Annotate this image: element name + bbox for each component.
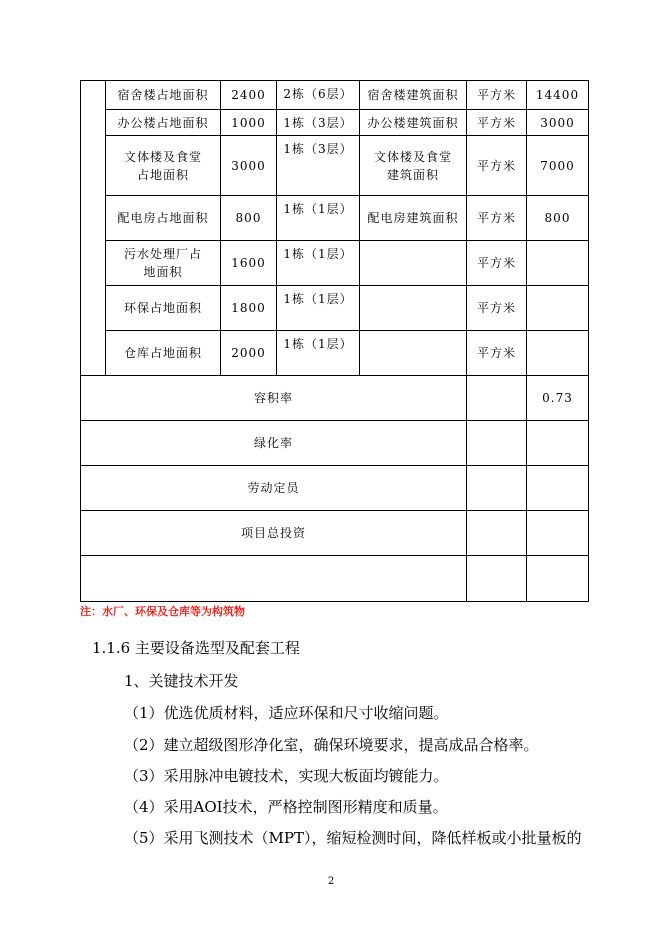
summary-label: 劳动定员 <box>81 466 467 511</box>
summary-unit <box>467 376 527 421</box>
row-area-cell: 3000 <box>221 136 277 196</box>
row-unit-cell: 平方米 <box>467 241 527 286</box>
summary-row <box>81 556 589 602</box>
summary-label: 容积率 <box>81 376 467 421</box>
summary-unit <box>467 466 527 511</box>
row-unit-cell: 平方米 <box>467 136 527 196</box>
list-item: （1）优选优质材料，适应环保和尺寸收缩问题。 <box>124 704 449 722</box>
table-row <box>81 110 589 136</box>
summary-value <box>527 421 589 466</box>
row-area-cell: 2400 <box>221 81 277 110</box>
land-use-table <box>80 80 589 602</box>
summary-row <box>81 511 589 556</box>
row-area-cell: 1600 <box>221 241 277 286</box>
section-subheading: 1、关键技术开发 <box>124 672 239 690</box>
row-unit-cell: 平方米 <box>467 286 527 331</box>
row-name-cell: 宿舍楼占地面积 <box>106 81 221 110</box>
row-building-cell <box>360 286 467 331</box>
row-building-cell <box>360 331 467 376</box>
row-floors-cell: 2栋（6层） <box>277 81 360 110</box>
summary-value <box>527 466 589 511</box>
row-unit-cell: 平方米 <box>467 196 527 241</box>
row-unit-cell: 平方米 <box>467 331 527 376</box>
row-floors-cell: 1栋（3层） <box>277 110 360 136</box>
table-row <box>81 196 589 241</box>
row-area-cell: 2000 <box>221 331 277 376</box>
row-value-cell: 7000 <box>527 136 589 196</box>
summary-value <box>527 556 589 602</box>
summary-row <box>81 376 589 421</box>
row-unit-cell: 平方米 <box>467 110 527 136</box>
row-area-cell: 1000 <box>221 110 277 136</box>
summary-value: 0.73 <box>527 376 589 421</box>
summary-label: 绿化率 <box>81 421 467 466</box>
row-name-cell: 仓库占地面积 <box>106 331 221 376</box>
table-row <box>81 331 589 376</box>
row-value-cell <box>527 286 589 331</box>
row-value-cell <box>527 241 589 286</box>
row-floors-cell: 1栋（1层） <box>277 196 360 241</box>
row-name-cell: 办公楼占地面积 <box>106 110 221 136</box>
table-note: 注：水厂、环保及仓库等为构筑物 <box>80 605 245 618</box>
merged-left-cell <box>81 81 106 376</box>
row-area-cell: 800 <box>221 196 277 241</box>
row-building-cell: 宿舍楼建筑面积 <box>360 81 467 110</box>
row-value-cell: 14400 <box>527 81 589 110</box>
row-value-cell: 800 <box>527 196 589 241</box>
summary-label <box>81 556 467 602</box>
table-row <box>81 286 589 331</box>
row-floors-cell: 1栋（1层） <box>277 286 360 331</box>
list-item: （4）采用AOI技术，严格控制图形精度和质量。 <box>124 798 448 816</box>
summary-unit <box>467 556 527 602</box>
row-name-cell: 配电房占地面积 <box>106 196 221 241</box>
row-name-cell: 文体楼及食堂占地面积 <box>106 136 221 196</box>
list-item: （2）建立超级图形净化室，确保环境要求，提高成品合格率。 <box>124 736 539 754</box>
summary-row <box>81 421 589 466</box>
row-floors-cell: 1栋（1层） <box>277 241 360 286</box>
summary-label: 项目总投资 <box>81 511 467 556</box>
list-item: （3）采用脉冲电镀技术，实现大板面均镀能力。 <box>124 767 449 785</box>
row-value-cell: 3000 <box>527 110 589 136</box>
page-number: 2 <box>327 876 335 887</box>
row-building-cell <box>360 241 467 286</box>
list-item: （5）采用飞测技术（MPT），缩短检测时间，降低样板或小批量板的 <box>124 829 582 847</box>
summary-unit <box>467 511 527 556</box>
summary-value <box>527 511 589 556</box>
row-area-cell: 1800 <box>221 286 277 331</box>
row-unit-cell: 平方米 <box>467 81 527 110</box>
summary-unit <box>467 421 527 466</box>
row-floors-cell: 1栋（3层） <box>277 136 360 196</box>
row-name-cell: 污水处理厂占地面积 <box>106 241 221 286</box>
row-floors-cell: 1栋（1层） <box>277 331 360 376</box>
row-building-cell: 文体楼及食堂建筑面积 <box>360 136 467 196</box>
summary-row <box>81 466 589 511</box>
row-building-cell: 配电房建筑面积 <box>360 196 467 241</box>
row-name-cell: 环保占地面积 <box>106 286 221 331</box>
table-row <box>81 81 589 110</box>
section-heading: 1.1.6 主要设备选型及配套工程 <box>92 639 300 657</box>
table-row <box>81 241 589 286</box>
row-value-cell <box>527 331 589 376</box>
table-row <box>81 136 589 196</box>
row-building-cell: 办公楼建筑面积 <box>360 110 467 136</box>
